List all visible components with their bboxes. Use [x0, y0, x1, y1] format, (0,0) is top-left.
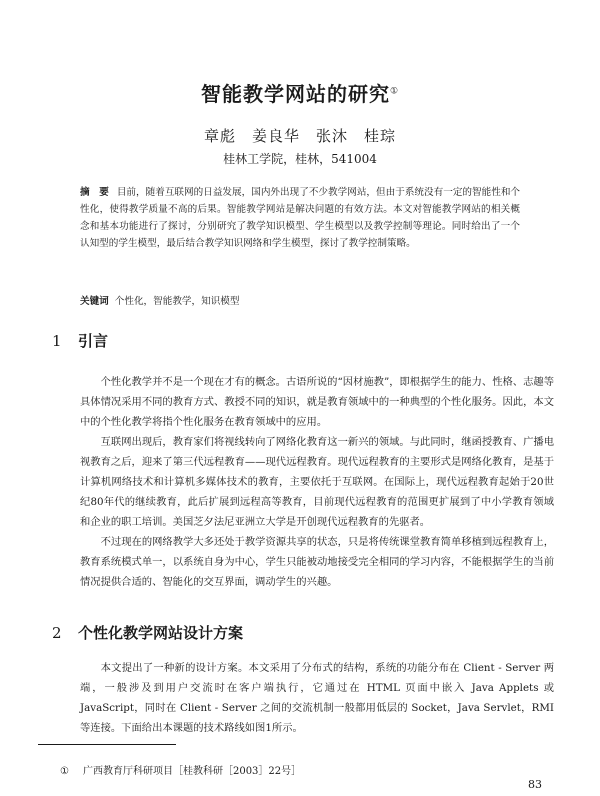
keywords: [80, 293, 520, 307]
abstract-text: 目前，随着互联网的日益发展，国内外出现了不少教学网站，但由于系统没有一定的智能性和个性化，使得教学质量不高的后果。智能教学网站是解决问题的有效方法。本文对智能教学网站的相关概念和基本功能进行了探讨，分别研究了教学知识模型、学生模型以及教学控制等理论。同时给出了一个认知型的学生模型，最后结合教学知识网络和学生模型，探讨了教学控制策略。: [80, 187, 521, 249]
footnote: [60, 762, 301, 777]
affiliation: 桂林工学院，桂林，541004: [223, 152, 377, 166]
paragraph: 本文提出了一种新的设计方案。本文采用了分布式的结构，系统的功能分布在 Client - Server 两端，一般涉及到用户交流时在客户端执行，它通过在 HTML 页面中嵌入 Java Applets 或 JavaScript，同时在 Client - Server 之间的交流机制一般都用低层的 Socket，Java Servlet，RMI 等连接。下面给出本课题的技术路线如图1所示。: [80, 662, 554, 734]
paper-title: 智能教学网站的研究①: [200, 82, 400, 106]
paragraph: 互联网出现后，教育家们将视线转向了网络化教育这一新兴的领域。与此同时，继函授教育、广播电视教育之后，迎来了第三代远程教育——现代远程教育。现代远程教育的主要形式是网络化教育，是基于计算机网络技术和计算机多媒体技术的教育，主要依托于互联网。在国际上，现代远程教育起始于20世纪80年代的继续教育，此后扩展到远程高等教育，目前现代远程教育的范围更扩展到了中小学教育领域和企业的职工培训。美国芝夕法尼亚洲立大学是开创现代远程教育的先驱者。: [80, 436, 554, 528]
footnote-divider: [38, 744, 176, 745]
section-2-body: [80, 658, 554, 738]
section-1-heading: [52, 330, 108, 351]
paragraph: 不过现在的网络教学大多还处于教学资源共享的状态，只是将传统课堂教育简单移植到远程教育上，教育系统模式单一，以系统自身为中心，学生只能被动地接受完全相同的学习内容，不能根据学生的当前情况提供合适的、智能化的交互界面，调动学生的兴趣。: [80, 536, 554, 588]
title-footnote-marker: ①: [389, 86, 400, 97]
section-2-title: 个性化教学网站设计方案: [78, 624, 244, 642]
section-2-heading: [52, 622, 243, 643]
abstract: [80, 184, 520, 252]
abstract-label: 摘 要: [80, 187, 109, 198]
keywords-label: 关键词: [80, 296, 109, 307]
section-1-number: 1: [52, 332, 62, 350]
footnote-marker: ①: [60, 766, 69, 777]
section-2-number: 2: [52, 624, 62, 642]
author-list: 章彪 姜良华 张沐 桂琮: [203, 127, 396, 145]
section-1-title: 引言: [78, 332, 109, 350]
section-1-body: [80, 372, 554, 592]
page-number: 83: [528, 778, 542, 791]
footnote-text: 广西教育厅科研项目［桂教科研［2003］22号］: [82, 766, 302, 777]
keywords-text: 个性化，智能教学，知识模型: [114, 296, 240, 307]
paragraph: 个性化教学并不是一个现在才有的概念。古语所说的“因材施教”，即根据学生的能力、性格、志趣等具体情况采用不同的教育方式、教授不同的知识，就是教育领域中的一种典型的个性化服务。因此，本文中的个性化教学将指个性化服务在教育领域中的应用。: [80, 376, 554, 428]
